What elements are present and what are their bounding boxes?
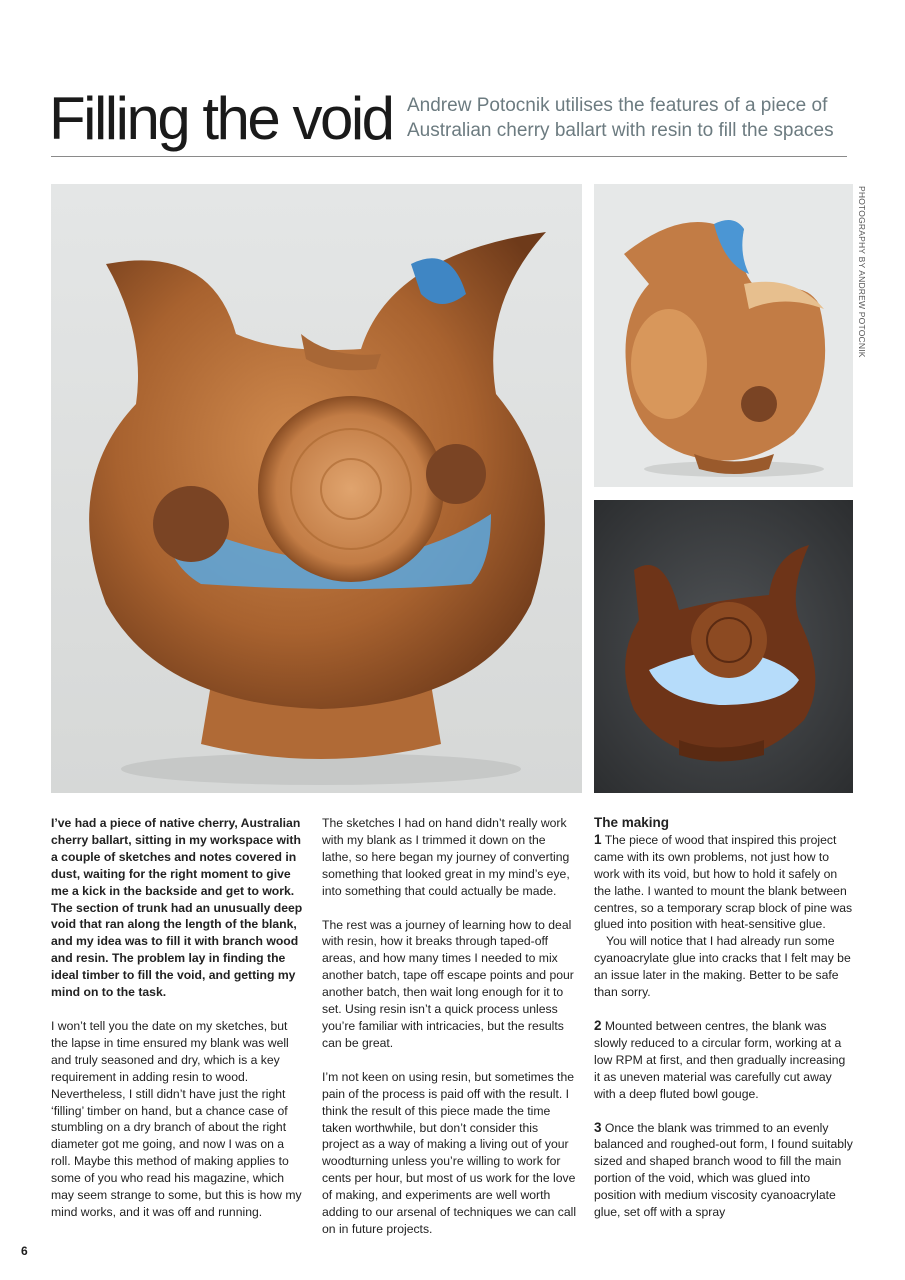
body-paragraph: You will notice that I had already run some cyanoacrylate glue into cracks that I felt may be an issue later in the making. Better to be safe than sorry.: [594, 934, 851, 1000]
step-text: The piece of wood that inspired this project came with its own problems, not just how to work with its void, but how to hold it safely on the lathe. I wanted to mount the blank between centres, so a temporary scrap block of pine was glued into position with heat-sensitive glue.: [594, 832, 853, 932]
illuminated-bowl-photo: [594, 500, 853, 793]
step-number: 2: [594, 1017, 602, 1033]
main-bowl-photo: [51, 184, 582, 793]
column-1: [51, 815, 307, 1221]
body-paragraph: I won’t tell you the date on my sketches, but the lapse in time ensured my blank was well and truly seasoned and dry, which is a key requirement in adding resin to wood. Nevertheless, I still didn’t have just the right ‘filling’ timber on hand, but a chance case of stumbling on a dry branch of about the right diameter got me going, and now I was on a roll. Maybe this method of making applies to some of you who read his magazine, which may seem strange to some, but this is how my mind works, and it was off and running.: [51, 1018, 302, 1219]
step-2-paragraph: [594, 1018, 854, 1103]
body-paragraph: The sketches I had on hand didn’t really work with my blank as I trimmed it down on the lathe, so here began my journey of converting something that looked great in my mind’s eye, into something that could actually be made.: [322, 816, 570, 898]
article-standfirst: Andrew Potocnik utilises the features of a piece of Australian cherry ballart with resin to fill the spaces: [407, 95, 834, 141]
lead-paragraph: I’ve had a piece of native cherry, Australian cherry ballart, sitting in my workspace with a couple of sketches and notes covered in dust, waiting for the right moment to give me a kick in the backside and get to work. The section of trunk had an unusually deep void that ran along the length of the blank, and my idea was to fill it with branch wood and resin. The problem lay in finding the ideal timber to fill the void, and getting my mind on to the task.: [51, 816, 303, 1000]
step-1-paragraph: [594, 832, 854, 933]
step-number: 3: [594, 1119, 602, 1135]
page-number: 6: [21, 1244, 28, 1258]
column-3: [594, 815, 854, 1221]
body-paragraph: The rest was a journey of learning how to deal with resin, how it breaks through taped-off areas, and how many times I needed to mix another batch, tape off escape points and pour another batch, then wait long enough for it to set. Using resin isn’t a quick process unless you’re familiar with intricacies, but the results can be great.: [322, 917, 574, 1050]
body-paragraph: I’m not keen on using resin, but sometimes the pain of the process is paid off with the result. I think the result of this piece made the time taken worthwhile, but don’t consider this project as a way of making a living out of your woodturning unless you’re willing to work for cents per hour, but most of us work for the love of making, and experiments are well worth adding to our arsenal of techniques we can call on in future projects.: [322, 1069, 577, 1236]
section-heading: The making: [594, 815, 670, 830]
step-text: Mounted between centres, the blank was slowly reduced to a circular form, working at a low RPM at first, and then gradually increasing it as uneven material was carefully cut away with a deep fluted bowl gouge.: [594, 1018, 846, 1101]
side-view-photo: [594, 184, 853, 487]
step-number: 1: [594, 831, 602, 847]
header-rule: [51, 156, 847, 157]
column-2: [322, 815, 578, 1238]
step-3-paragraph: [594, 1120, 854, 1221]
photo-credit: PHOTOGRAPHY BY ANDREW POTOCNIK: [857, 186, 867, 358]
article-title: Filling the void: [49, 85, 393, 152]
step-text: Once the blank was trimmed to an evenly balanced and roughed-out form, I found suitably sized and shaped branch wood to fill the main portion of the void, which was glued into position with medium viscosity cyanoacrylate glue, set off with a spray: [594, 1120, 853, 1220]
